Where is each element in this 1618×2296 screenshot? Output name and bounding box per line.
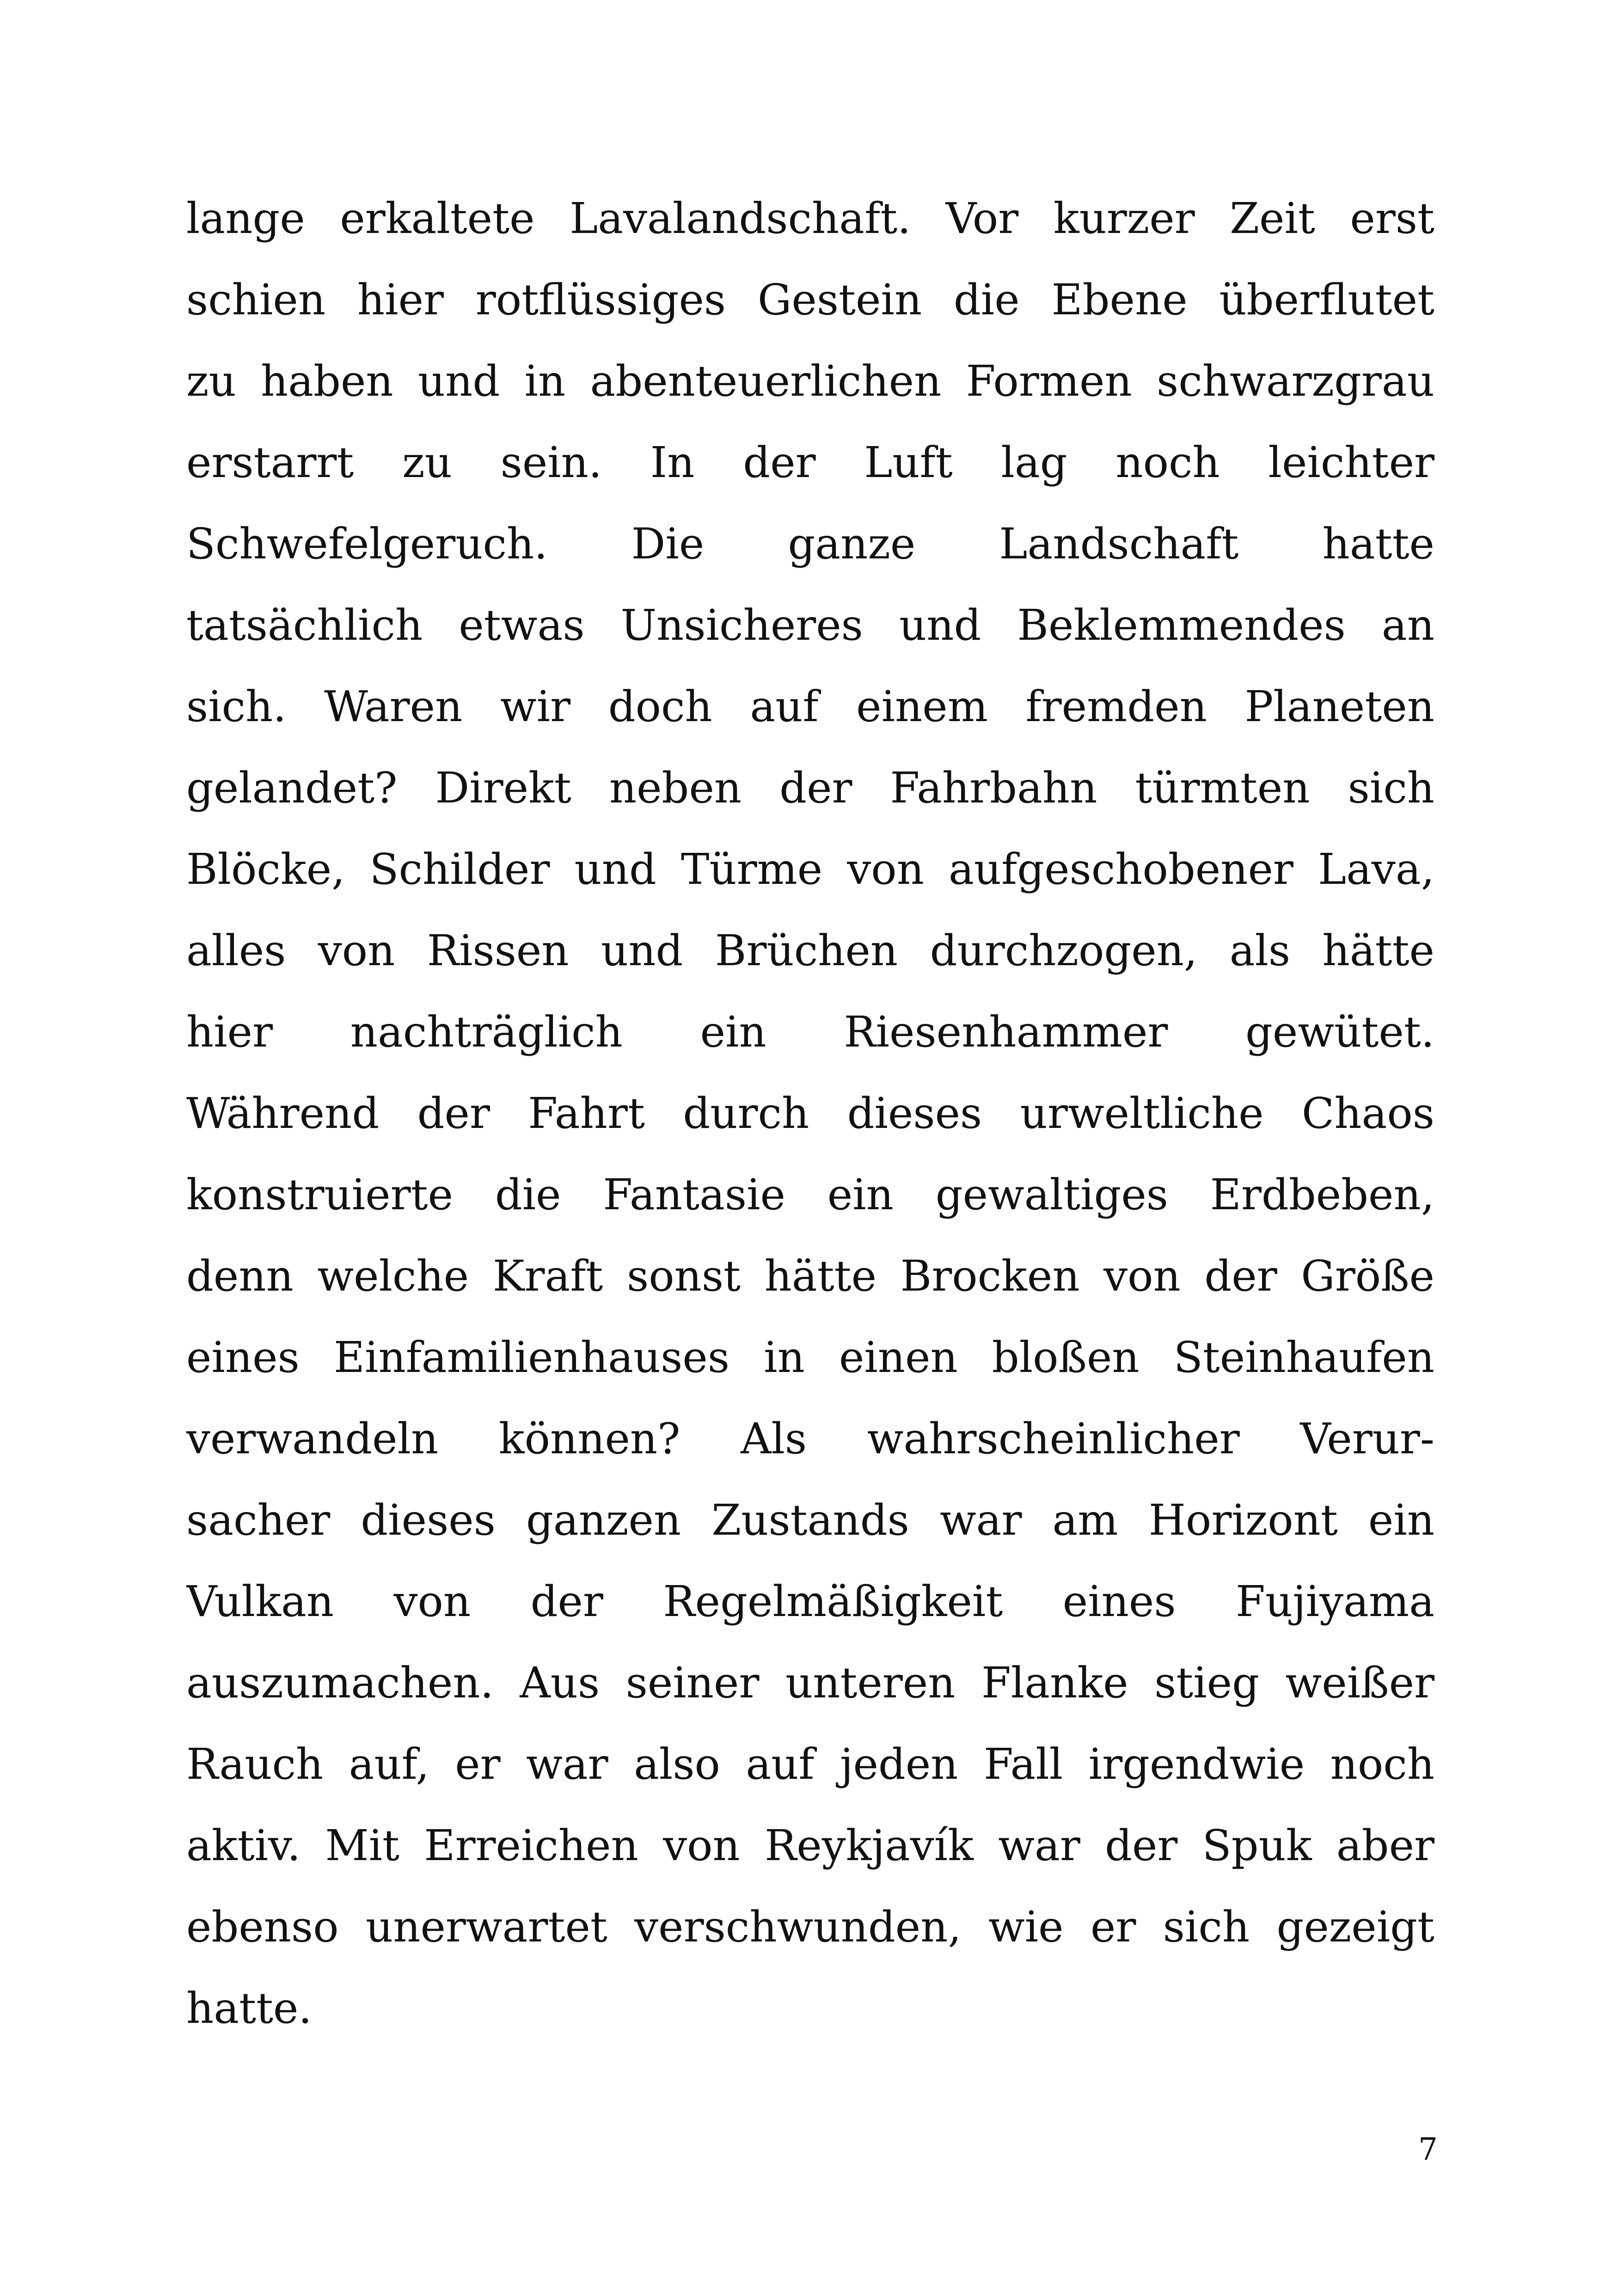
- text-line: eines Einfamilienhauses in einen bloßen Steinhaufen: [186, 1333, 1434, 1382]
- text-line: Während der Fahrt durch dieses urweltliche Chaos: [186, 1089, 1434, 1138]
- text-line: erstarrt zu sein. In der Luft lag noch leichter: [186, 438, 1434, 487]
- text-line: Vulkan von der Regelmäßigkeit eines Fujiyama: [186, 1577, 1434, 1626]
- text-line: denn welche Kraft sonst hätte Brocken von der Größe: [186, 1251, 1434, 1301]
- text-line: gelandet? Direkt neben der Fahrbahn türmten sich: [186, 763, 1434, 813]
- text-line: schien hier rotflüssiges Gestein die Ebene überflutet: [186, 275, 1434, 325]
- text-line: hatte.: [186, 1984, 312, 2033]
- text-line: ebenso unerwartet verschwunden, wie er sich gezeigt: [186, 1902, 1434, 1952]
- text-line: verwandeln können? Als wahrscheinlicher Verur-: [186, 1414, 1434, 1463]
- text-line: lange erkaltete Lavalandschaft. Vor kurzer Zeit erst: [186, 194, 1434, 243]
- text-line: sacher dieses ganzen Zustands war am Horizont ein: [186, 1495, 1434, 1545]
- text-line: sich. Waren wir doch auf einem fremden Planeten: [186, 682, 1434, 731]
- text-line: auszumachen. Aus seiner unteren Flanke stieg weißer: [186, 1658, 1434, 1708]
- page-number: 7: [1418, 2131, 1438, 2167]
- text-line: Schwefelgeruch. Die ganze Landschaft hatte: [186, 519, 1434, 569]
- text-line: tatsächlich etwas Unsicheres und Beklemmendes an: [186, 600, 1434, 650]
- text-line: zu haben und in abenteuerlichen Formen schwarzgrau: [186, 356, 1434, 406]
- body-paragraph: [186, 178, 1434, 2049]
- text-line: Rauch auf, er war also auf jeden Fall irgendwie noch: [186, 1739, 1434, 1789]
- text-line: hier nachträglich ein Riesenhammer gewütet.: [186, 1007, 1434, 1057]
- text-line: aktiv. Mit Erreichen von Reykjavík war der Spuk aber: [186, 1821, 1434, 1870]
- text-line: konstruierte die Fantasie ein gewaltiges Erdbeben,: [186, 1170, 1434, 1219]
- text-line: Blöcke, Schilder und Türme von aufgeschobener Lava,: [186, 845, 1434, 894]
- text-line: alles von Rissen und Brüchen durchzogen, als hätte: [186, 926, 1434, 975]
